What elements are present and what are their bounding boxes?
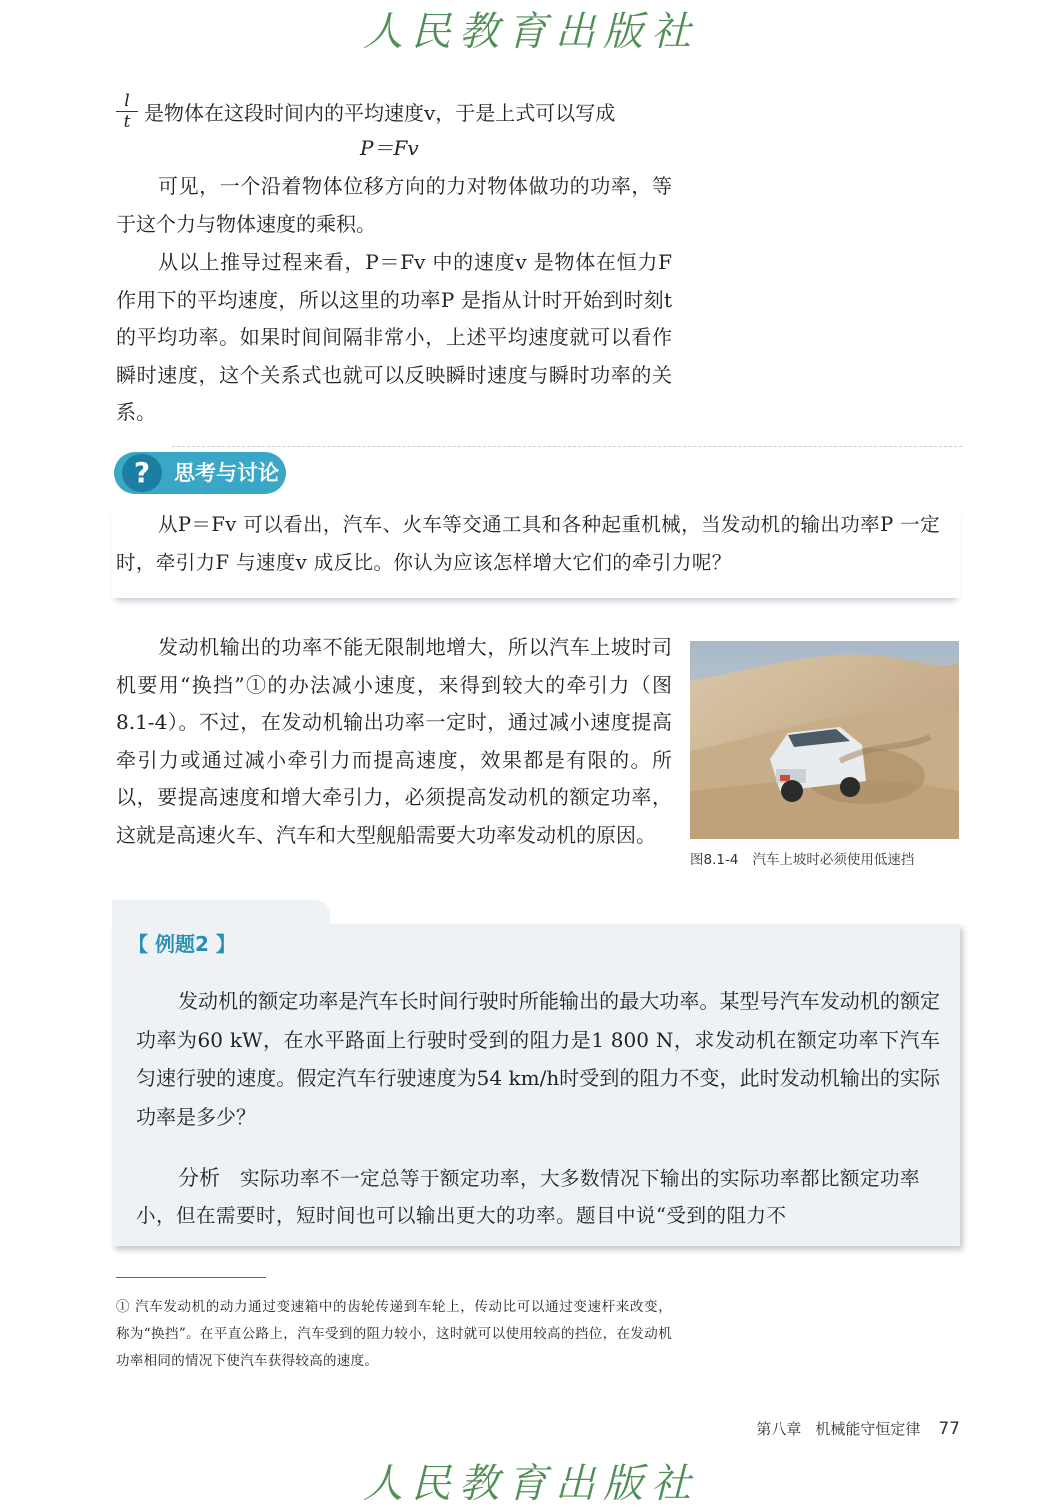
fraction-denominator: t	[123, 112, 131, 132]
chapter-title: 机械能守恒定律	[815, 1420, 921, 1438]
example-problem: 发动机的额定功率是汽车长时间行驶时所能输出的最大功率。某型号汽车发动机的额定功率为60 kW，在水平路面上行驶时受到的阻力是1 800 N，求发动机在额定功率下汽车匀速行驶的速度。假定汽车行驶速度为54 km/h时受到的阻力不变，此时发动机输出的实际功率是多少？	[136, 989, 940, 1129]
intro-line: 是物体在这段时间内的平均速度v，于是上式可以写成	[144, 101, 616, 125]
figure-caption	[690, 848, 960, 868]
question-mark-icon: ?	[122, 454, 162, 492]
paragraph-power-product: 可见，一个沿着物体位移方向的力对物体做功的功率，等于这个力与物体速度的乘积。	[116, 174, 672, 236]
section-divider	[172, 446, 962, 447]
chapter-label: 第八章	[756, 1420, 802, 1438]
think-discuss-title: 思考与讨论	[174, 461, 279, 485]
think-discuss-badge	[114, 452, 286, 494]
think-discuss-text: 从P＝Fv 可以看出，汽车、火车等交通工具和各种起重机械，当发动机的输出功率P 一定时，牵引力F 与速度v 成反比。你认为应该怎样增大它们的牵引力呢？	[116, 513, 940, 574]
figure-car-on-dune	[690, 641, 959, 839]
page-number: 77	[938, 1419, 960, 1439]
publisher-watermark-top: 人民教育出版社	[363, 9, 699, 55]
analysis-text: 实际功率不一定总等于额定功率，大多数情况下输出的实际功率都比额定功率小，但在需要时，短时间也可以输出更大的功率。题目中说“受到的阻力不	[136, 1167, 921, 1227]
fraction-l-over-t	[116, 92, 138, 131]
think-discuss-box	[112, 506, 960, 598]
footnote-rule	[116, 1277, 266, 1278]
desert-car-illustration	[690, 641, 959, 839]
paragraph-gear-shift: 发动机输出的功率不能无限制地增大，所以汽车上坡时司机要用“换挡”①的办法减小速度，来得到较大的牵引力（图8.1-4）。不过，在发动机输出功率一定时，通过减小速度提高牵引力或通过减小牵引力而提高速度，效果都是有限的。所以，要提高速度和增大牵引力，必须提高发动机的额定功率，这就是高速火车、汽车和大型舰船需要大功率发动机的原因。	[116, 635, 672, 847]
publisher-watermark-bottom: 人民教育出版社	[363, 1461, 699, 1507]
figure-number: 图8.1-4	[690, 852, 739, 868]
footnote: ① 汽车发动机的动力通过变速箱中的齿轮传递到车轮上，传动比可以通过变速杆来改变，称为“换挡”。在平直公路上，汽车受到的阻力较小，这时就可以使用较高的挡位，在发动机功率相同的情况下使汽车获得较高的速度。	[116, 1299, 672, 1369]
paragraph-average-power: 从以上推导过程来看，P＝Fv 中的速度v 是物体在恒力F作用下的平均速度，所以这里的功率P 是指从计时开始到时刻t 的平均功率。如果时间间隔非常小，上述平均速度就可以看作瞬时速度，这个关系式也就可以反映瞬时速度与瞬时功率的关系。	[116, 250, 672, 424]
figure-caption-text: 汽车上坡时必须使用低速挡	[752, 852, 915, 868]
fraction-numerator: l	[124, 91, 130, 111]
analysis-label: 分析	[178, 1166, 220, 1190]
formula-p-fv: P＝Fv	[360, 136, 419, 160]
page-footer	[756, 1418, 960, 1439]
example-analysis	[136, 1160, 940, 1234]
example-title: 【 例题2 】	[128, 932, 236, 956]
